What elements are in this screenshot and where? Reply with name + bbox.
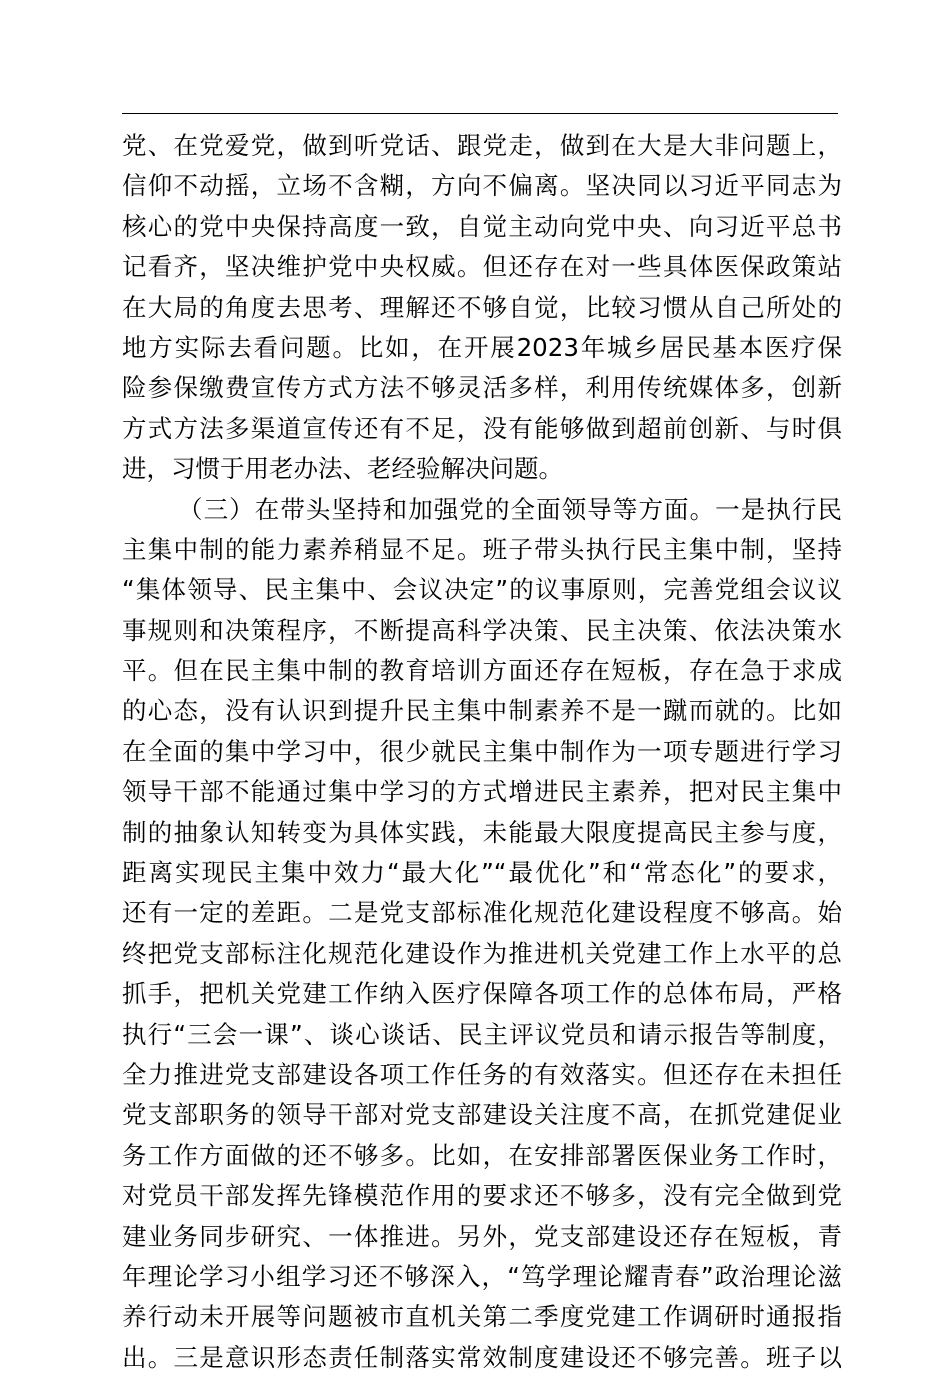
text-line: 养行动未开展等问题被市直机关第二季度党建工作调研时通报指 — [122, 1302, 842, 1332]
text-line: 记看齐，坚决维护党中央权威。但还存在对一些具体医保政策站 — [122, 252, 842, 282]
text-line: 全力推进党支部建设各项工作任务的有效落实。但还存在未担任 — [122, 1059, 842, 1089]
text-line: 事规则和决策程序，不断提高科学决策、民主决策、依法决策水 — [122, 615, 842, 645]
text-line: 方式方法多渠道宣传还有不足，没有能够做到超前创新、与时俱 — [122, 413, 842, 443]
text-line: “集体领导、民主集中、会议决定”的议事原则，完善党组会议议 — [122, 575, 842, 605]
text-line: 终把党支部标注化规范化建设作为推进机关党建工作上水平的总 — [122, 938, 842, 968]
text-line: 信仰不动摇，立场不含糊，方向不偏离。坚决同以习近平同志为 — [122, 171, 842, 201]
text-line: 抓手，把机关党建工作纳入医疗保障各项工作的总体布局，严格 — [122, 979, 842, 1009]
text-line: 险参保缴费宣传方式方法不够灵活多样，利用传统媒体多，创新 — [122, 373, 842, 403]
text-line: 对党员干部发挥先锋模范作用的要求还不够多，没有完全做到党 — [122, 1181, 842, 1211]
text-line: 领导干部不能通过集中学习的方式增进民主素养，把对民主集中 — [122, 777, 842, 807]
header-rule — [122, 113, 838, 114]
text-line: 出。三是意识形态责任制落实常效制度建设还不够完善。班子以 — [122, 1342, 842, 1372]
text-line: 平。但在民主集中制的教育培训方面还存在短板，存在急于求成 — [122, 656, 842, 686]
text-line: 距离实现民主集中效力“最大化”“最优化”和“常态化”的要求， — [122, 858, 842, 888]
paragraph-end-line: 进，习惯于用老办法、老经验解决问题。 — [122, 454, 563, 484]
text-line: 核心的党中央保持高度一致，自觉主动向党中央、向习近平总书 — [122, 211, 842, 241]
text-line: 党、在党爱党，做到听党话、跟党走，做到在大是大非问题上， — [122, 131, 842, 160]
text-line: 制的抽象认知转变为具体实践，未能最大限度提高民主参与度， — [122, 817, 842, 847]
text-line: 年理论学习小组学习还不够深入，“笃学理论耀青春”政治理论滋 — [122, 1261, 842, 1291]
text-line: 建业务同步研究、一体推进。另外，党支部建设还存在短板，青 — [122, 1221, 842, 1251]
text-line: 还有一定的差距。二是党支部标准化规范化建设程度不够高。始 — [122, 898, 842, 928]
text-line: 在全面的集中学习中，很少就民主集中制作为一项专题进行学习 — [122, 736, 842, 766]
text-line: 地方实际去看问题。比如，在开展2023年城乡居民基本医疗保 — [122, 332, 842, 362]
text-line: 务工作方面做的还不够多。比如，在安排部署医保业务工作时， — [122, 1140, 842, 1170]
document-body — [122, 126, 842, 1378]
text-line: 在大局的角度去思考、理解还不够自觉，比较习惯从自己所处的 — [122, 292, 842, 322]
text-line: 党支部职务的领导干部对党支部建设关注度不高，在抓党建促业 — [122, 1100, 842, 1130]
text-line: 的心态，没有认识到提升民主集中制素养不是一蹴而就的。比如 — [122, 696, 842, 726]
text-line: 执行“三会一课”、谈心谈话、民主评议党员和请示报告等制度， — [122, 1019, 842, 1049]
text-line: 主集中制的能力素养稍显不足。班子带头执行民主集中制，坚持 — [122, 534, 842, 564]
section-heading-line: （三）在带头坚持和加强党的全面领导等方面。一是执行民 — [178, 494, 842, 524]
